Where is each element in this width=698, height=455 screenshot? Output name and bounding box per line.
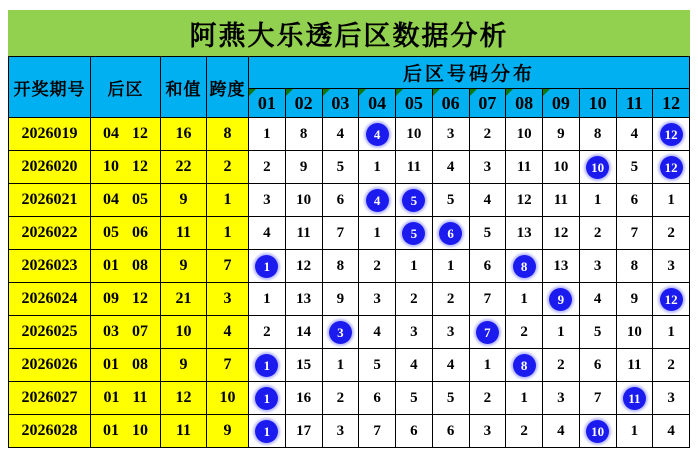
omission-cell: 2 xyxy=(506,316,543,349)
omission-cell-hit xyxy=(653,151,690,184)
back-numbers-cell: 01 08 xyxy=(91,349,161,382)
col-header-num-09 xyxy=(543,89,580,118)
header-row-main xyxy=(9,57,690,89)
omission-cell: 4 xyxy=(432,349,469,382)
hit-ball: 8 xyxy=(513,354,536,377)
sum-cell: 16 xyxy=(161,118,207,151)
omission-cell: 10 xyxy=(506,118,543,151)
omission-cell: 8 xyxy=(616,250,653,283)
omission-cell: 7 xyxy=(469,283,506,316)
span-cell: 3 xyxy=(207,283,249,316)
hit-ball: 5 xyxy=(402,189,425,212)
col-header-num-label: 10 xyxy=(588,92,607,113)
col-header-num-label: 02 xyxy=(294,92,313,113)
omission-cell-hit xyxy=(432,217,469,250)
omission-cell: 9 xyxy=(285,151,322,184)
omission-cell: 12 xyxy=(285,250,322,283)
omission-cell: 1 xyxy=(396,250,433,283)
omission-cell: 11 xyxy=(616,349,653,382)
hit-ball: 1 xyxy=(255,354,278,377)
omission-cell: 13 xyxy=(506,217,543,250)
omission-cell: 1 xyxy=(359,151,396,184)
col-header-num-label: 04 xyxy=(368,92,387,113)
col-header-num-label: 11 xyxy=(625,92,643,113)
omission-cell: 15 xyxy=(285,349,322,382)
span-cell: 1 xyxy=(207,184,249,217)
period-cell: 2026021 xyxy=(9,184,91,217)
omission-cell: 3 xyxy=(249,184,286,217)
hit-ball: 11 xyxy=(623,387,646,410)
col-header-num-08 xyxy=(506,89,543,118)
omission-cell-hit xyxy=(653,283,690,316)
omission-cell-hit xyxy=(396,184,433,217)
period-cell: 2026027 xyxy=(9,382,91,415)
omission-cell: 2 xyxy=(359,250,396,283)
omission-cell-hit xyxy=(543,283,580,316)
omission-cell: 3 xyxy=(322,415,359,448)
omission-cell: 1 xyxy=(506,382,543,415)
omission-cell: 1 xyxy=(432,250,469,283)
omission-cell: 16 xyxy=(285,382,322,415)
omission-cell-hit xyxy=(616,382,653,415)
cell-corner-marker-icon xyxy=(506,89,513,96)
col-header-num-11 xyxy=(616,89,653,118)
span-cell: 10 xyxy=(207,382,249,415)
omission-cell: 11 xyxy=(285,217,322,250)
omission-cell: 12 xyxy=(506,184,543,217)
omission-cell: 7 xyxy=(322,217,359,250)
period-cell: 2026020 xyxy=(9,151,91,184)
back-numbers-cell: 03 07 xyxy=(91,316,161,349)
back-numbers-cell: 05 06 xyxy=(91,217,161,250)
col-header-num-label: 12 xyxy=(662,92,681,113)
omission-cell: 2 xyxy=(469,118,506,151)
omission-cell: 3 xyxy=(653,382,690,415)
sum-cell: 10 xyxy=(161,316,207,349)
period-cell: 2026025 xyxy=(9,316,91,349)
span-cell: 9 xyxy=(207,415,249,448)
omission-cell: 7 xyxy=(359,415,396,448)
omission-cell: 2 xyxy=(543,349,580,382)
omission-cell: 11 xyxy=(543,184,580,217)
hit-ball: 12 xyxy=(660,123,683,146)
omission-cell: 6 xyxy=(322,184,359,217)
period-cell: 2026022 xyxy=(9,217,91,250)
omission-cell: 5 xyxy=(432,382,469,415)
span-cell: 8 xyxy=(207,118,249,151)
span-cell: 7 xyxy=(207,250,249,283)
omission-cell: 2 xyxy=(653,217,690,250)
table-row xyxy=(9,118,690,151)
omission-cell: 2 xyxy=(506,415,543,448)
omission-cell: 10 xyxy=(616,316,653,349)
sum-cell: 21 xyxy=(161,283,207,316)
hit-ball: 10 xyxy=(586,420,609,443)
omission-cell-hit xyxy=(249,415,286,448)
omission-cell: 1 xyxy=(469,349,506,382)
hit-ball: 4 xyxy=(366,189,389,212)
back-numbers-cell: 01 11 xyxy=(91,382,161,415)
omission-cell: 2 xyxy=(249,316,286,349)
omission-cell: 5 xyxy=(432,184,469,217)
col-header-num-07 xyxy=(469,89,506,118)
col-header-distribution-group: 后区号码分布 xyxy=(249,57,690,89)
omission-cell: 6 xyxy=(396,415,433,448)
omission-cell-hit xyxy=(579,415,616,448)
omission-cell: 5 xyxy=(616,151,653,184)
table-row xyxy=(9,382,690,415)
sum-cell: 9 xyxy=(161,250,207,283)
omission-cell: 9 xyxy=(322,283,359,316)
hit-ball: 6 xyxy=(439,222,462,245)
span-cell: 2 xyxy=(207,151,249,184)
cell-corner-marker-icon xyxy=(470,89,477,96)
omission-cell-hit xyxy=(506,250,543,283)
omission-cell: 1 xyxy=(616,415,653,448)
analysis-table xyxy=(8,56,690,448)
omission-cell-hit xyxy=(359,118,396,151)
omission-cell: 1 xyxy=(653,316,690,349)
omission-cell: 4 xyxy=(249,217,286,250)
omission-cell-hit xyxy=(653,118,690,151)
sum-cell: 12 xyxy=(161,382,207,415)
omission-cell: 3 xyxy=(359,283,396,316)
table-row xyxy=(9,184,690,217)
col-header-num-12 xyxy=(653,89,690,118)
omission-cell: 4 xyxy=(579,283,616,316)
hit-ball: 10 xyxy=(586,156,609,179)
omission-cell: 8 xyxy=(285,118,322,151)
omission-cell: 5 xyxy=(469,217,506,250)
omission-cell: 12 xyxy=(543,217,580,250)
back-numbers-cell: 04 12 xyxy=(91,118,161,151)
back-numbers-cell: 04 05 xyxy=(91,184,161,217)
span-cell: 7 xyxy=(207,349,249,382)
omission-cell: 2 xyxy=(249,151,286,184)
omission-cell-hit xyxy=(249,349,286,382)
omission-cell: 3 xyxy=(469,415,506,448)
omission-cell: 4 xyxy=(469,184,506,217)
omission-cell: 1 xyxy=(653,184,690,217)
col-header-num-05 xyxy=(396,89,433,118)
omission-cell: 4 xyxy=(359,316,396,349)
hit-ball: 1 xyxy=(255,387,278,410)
omission-cell: 6 xyxy=(579,349,616,382)
omission-cell: 1 xyxy=(249,283,286,316)
hit-ball: 3 xyxy=(329,321,352,344)
omission-cell: 3 xyxy=(432,316,469,349)
col-header-back: 后区 xyxy=(91,57,161,118)
col-header-num-01 xyxy=(249,89,286,118)
omission-cell-hit xyxy=(322,316,359,349)
omission-cell: 3 xyxy=(543,382,580,415)
omission-cell: 11 xyxy=(396,151,433,184)
hit-ball: 12 xyxy=(660,156,683,179)
period-cell: 2026026 xyxy=(9,349,91,382)
hit-ball: 7 xyxy=(476,321,499,344)
col-header-num-03 xyxy=(322,89,359,118)
cell-corner-marker-icon xyxy=(249,89,256,96)
omission-cell: 17 xyxy=(285,415,322,448)
omission-cell: 3 xyxy=(653,250,690,283)
cell-corner-marker-icon xyxy=(543,89,550,96)
col-header-num-04 xyxy=(359,89,396,118)
omission-cell: 4 xyxy=(322,118,359,151)
cell-corner-marker-icon xyxy=(286,89,293,96)
omission-cell-hit xyxy=(469,316,506,349)
omission-cell: 9 xyxy=(543,118,580,151)
table-row xyxy=(9,151,690,184)
omission-cell-hit xyxy=(396,217,433,250)
table-row xyxy=(9,349,690,382)
omission-cell: 2 xyxy=(432,283,469,316)
back-numbers-cell: 01 08 xyxy=(91,250,161,283)
col-header-num-02 xyxy=(285,89,322,118)
omission-cell: 6 xyxy=(432,415,469,448)
period-cell: 2026019 xyxy=(9,118,91,151)
omission-cell: 5 xyxy=(396,382,433,415)
back-numbers-cell: 10 12 xyxy=(91,151,161,184)
cell-corner-marker-icon xyxy=(433,89,440,96)
omission-cell: 1 xyxy=(359,217,396,250)
omission-cell: 10 xyxy=(396,118,433,151)
omission-cell: 13 xyxy=(543,250,580,283)
omission-cell: 10 xyxy=(543,151,580,184)
col-header-num-label: 06 xyxy=(441,92,460,113)
omission-cell: 3 xyxy=(579,250,616,283)
sum-cell: 22 xyxy=(161,151,207,184)
hit-ball: 1 xyxy=(255,420,278,443)
omission-cell: 1 xyxy=(506,283,543,316)
table-row xyxy=(9,283,690,316)
omission-cell-hit xyxy=(579,151,616,184)
omission-cell: 14 xyxy=(285,316,322,349)
omission-cell: 2 xyxy=(396,283,433,316)
omission-cell: 2 xyxy=(579,217,616,250)
omission-cell: 8 xyxy=(579,118,616,151)
col-header-sum: 和值 xyxy=(161,57,207,118)
omission-cell: 4 xyxy=(396,349,433,382)
omission-cell: 1 xyxy=(543,316,580,349)
period-cell: 2026024 xyxy=(9,283,91,316)
omission-cell: 3 xyxy=(396,316,433,349)
omission-cell: 1 xyxy=(249,118,286,151)
omission-cell: 5 xyxy=(359,349,396,382)
span-cell: 1 xyxy=(207,217,249,250)
sum-cell: 9 xyxy=(161,184,207,217)
omission-cell: 3 xyxy=(469,151,506,184)
col-header-num-label: 01 xyxy=(257,92,276,113)
col-header-num-label: 07 xyxy=(478,92,497,113)
col-header-num-06 xyxy=(432,89,469,118)
omission-cell: 6 xyxy=(616,184,653,217)
period-cell: 2026028 xyxy=(9,415,91,448)
omission-cell: 4 xyxy=(543,415,580,448)
col-header-num-10 xyxy=(579,89,616,118)
col-header-num-label: 05 xyxy=(404,92,423,113)
col-header-period: 开奖期号 xyxy=(9,57,91,118)
omission-cell: 5 xyxy=(322,151,359,184)
omission-cell-hit xyxy=(249,250,286,283)
col-header-span: 跨度 xyxy=(207,57,249,118)
col-header-num-label: 08 xyxy=(515,92,534,113)
hit-ball: 9 xyxy=(549,288,572,311)
cell-corner-marker-icon xyxy=(359,89,366,96)
sum-cell: 11 xyxy=(161,415,207,448)
omission-cell: 3 xyxy=(432,118,469,151)
hit-ball: 5 xyxy=(402,222,425,245)
omission-cell: 4 xyxy=(432,151,469,184)
col-header-num-label: 03 xyxy=(331,92,350,113)
cell-corner-marker-icon xyxy=(323,89,330,96)
sum-cell: 11 xyxy=(161,217,207,250)
omission-cell: 10 xyxy=(285,184,322,217)
omission-cell-hit xyxy=(249,382,286,415)
omission-cell: 11 xyxy=(506,151,543,184)
hit-ball: 12 xyxy=(660,288,683,311)
hit-ball: 4 xyxy=(366,123,389,146)
table-row xyxy=(9,217,690,250)
sum-cell: 9 xyxy=(161,349,207,382)
omission-cell: 5 xyxy=(579,316,616,349)
omission-cell: 7 xyxy=(616,217,653,250)
omission-cell: 13 xyxy=(285,283,322,316)
back-numbers-cell: 01 10 xyxy=(91,415,161,448)
omission-cell: 1 xyxy=(579,184,616,217)
omission-cell: 4 xyxy=(616,118,653,151)
span-cell: 4 xyxy=(207,316,249,349)
table-row xyxy=(9,250,690,283)
omission-cell: 2 xyxy=(653,349,690,382)
page-title: 阿燕大乐透后区数据分析 xyxy=(8,10,690,56)
back-numbers-cell: 09 12 xyxy=(91,283,161,316)
hit-ball: 1 xyxy=(255,255,278,278)
omission-cell: 8 xyxy=(322,250,359,283)
cell-corner-marker-icon xyxy=(396,89,403,96)
period-cell: 2026023 xyxy=(9,250,91,283)
table-row xyxy=(9,316,690,349)
omission-cell: 6 xyxy=(359,382,396,415)
omission-cell: 7 xyxy=(579,382,616,415)
omission-cell: 6 xyxy=(469,250,506,283)
omission-cell: 4 xyxy=(653,415,690,448)
omission-cell: 2 xyxy=(469,382,506,415)
omission-cell-hit xyxy=(506,349,543,382)
omission-cell: 2 xyxy=(322,382,359,415)
omission-cell: 1 xyxy=(322,349,359,382)
omission-cell: 9 xyxy=(616,283,653,316)
omission-cell-hit xyxy=(359,184,396,217)
table-row xyxy=(9,415,690,448)
hit-ball: 8 xyxy=(513,255,536,278)
col-header-num-label: 09 xyxy=(551,92,570,113)
